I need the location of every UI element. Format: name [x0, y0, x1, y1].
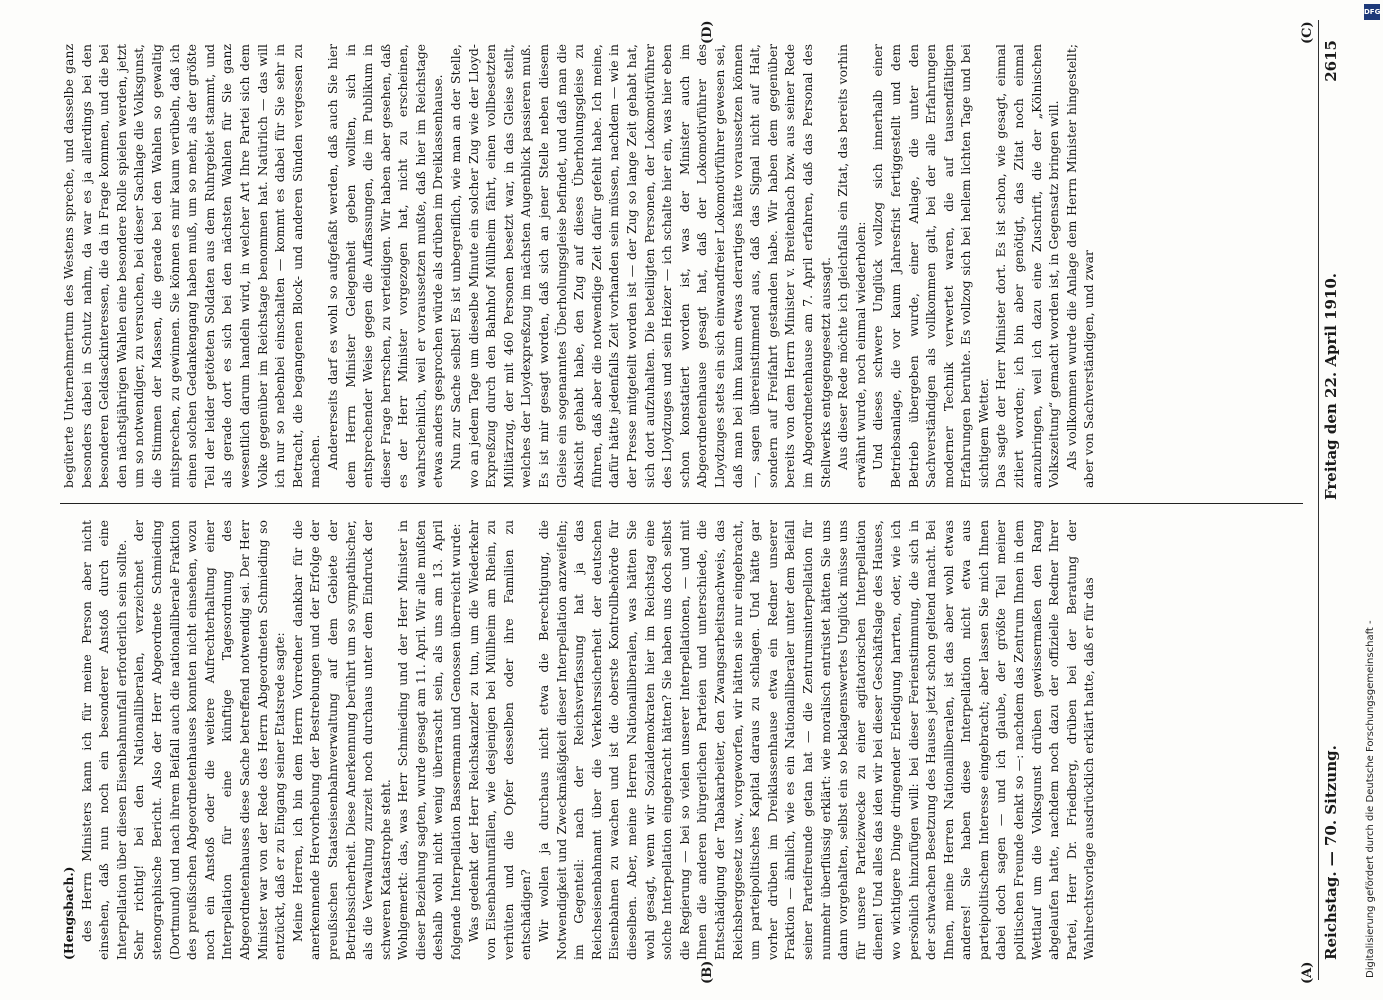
column-divider — [60, 503, 1303, 504]
paragraph: Als vollkommen wurde die Anlage dem Herrn Minister hingestellt; aber von Sachverständigen, und zwar — [1063, 44, 1097, 488]
left-column — [60, 520, 1300, 960]
paragraph: Nun zur Sache selbst! Es ist unbegreiflich, wie man an der Stelle, wo an jedem Tage um dieselbe Minute ein solcher Zug wie der Lloyd-Expreßzug durch den Bahnhof Müllheim fährt, einen vollbesetzten Militärzug, der mit 460 Personen besetzt war, in das Gleise stellt, welches der Lloydexpreßzug im nächsten Augenblick passieren muß. Es ist mir gesagt worden, daß sich an jener Stelle neben diesem Gleise ein sogenanntes Überholungsgleise befindet, und daß man die Absicht gehabt habe, den Zug auf dieses Überholungsgleise zu führen, daß aber die notwendige Zeit dafür gefehlt habe. Ich meine, dafür hätte jedenfalls Zeit vorhanden sein müssen, nachdem — wie in der Presse mitgeteilt worden ist — der Zug so lange Zeit gehabt hat, sich dort aufzuhalten. Die beteiligten Personen, der Lokomotivführer des Lloydzuges und sein Heizer — ich schalte hier ein, was hier eben schon konstatiert worden ist, was der Minister auch im Abgeordnetenhause gesagt hat, daß der Lokomotivführer des Lloydzuges stets ein sich einwandfreier Lokomotivführer gewesen sei, daß man bei ihm kaum etwas derartiges hätte voraussetzen können —, sagen übereinstimmend aus, daß das Signal nicht auf Halt, sondern auf Freifahrt gestanden habe. Wir haben dem gegenüber bereits von dem Herrn Minister v. Breitenbach bzw. aus seiner Rede im Abgeordnetenhause am 7. April erfahren, daß das Personal des Stellwerks entgegengesetzt aussagt. — [448, 44, 833, 488]
header-rule — [1318, 20, 1319, 980]
paragraph: Wohlgemerkt: das, was Herr Schmieding und der Herr Minister in dieser Beziehung sagten, wurde gesagt am 11. April. Wir alle mußten deshalb wohl nicht wenig überrascht sein, als uns am 13. April folgende Interpellation Bassermann und Genossen überreicht wurde: — [395, 520, 464, 960]
margin-letter-b: (B) — [700, 960, 715, 984]
speaker-tag: (Hengsbach.) — [61, 866, 76, 960]
margin-letter-c: (C) — [1300, 21, 1315, 44]
paragraph: begüterte Unternehmertum des Westens spreche, und dasselbe ganz besonders dabei in Schutz nahm, da war es ja allerdings bei den besonderen Geldsackinteressen, die da in Frage kommen, und die bei den nächstjährigen Wahlen eine besondere Rolle spielen werden, jetzt um so notwendiger, zu versuchen, bei dieser Sachlage die Volksgunst, die Stimmen der Massen, die gerade bei den Wahlen so gewaltig mitsprechen, zu gewinnen. Sie können es mir kaum verübeln, daß ich einen solchen Gedankengang haben muß, um so mehr, als der größte Teil der leider getöteten Soldaten aus dem Ruhrgebiet stammt, und als gerade dort es sich bei den nächsten Wahlen für Sie ganz wesentlich darum handeln wird, in welcher Art Ihre Partei sich dem Volke gegenüber im Reichstage benommen hat. Natürlich — das will ich nur so nebenbei einschalten — kommt es dabei für Sie sehr in Betracht, die begangenen Block- und anderen Sünden vergessen zu machen. — [61, 44, 323, 488]
page-header — [1322, 20, 1362, 980]
quote-paragraph: Was gedenkt der Herr Reichskanzler zu tun, um die Wiederkehr von Eisenbahnunfällen, wie desjenigen bei Müllheim am Rhein, zu verhüten und die Opfer desselben oder ihre Familien zu entschädigen? — [465, 520, 534, 960]
paragraph: Aus dieser Rede möchte ich gleichfalls ein Zitat, das bereits vorhin erwähnt wurde, noch einmal wiederholen: — [835, 44, 868, 488]
paragraph: des Herrn Ministers kann ich für meine Person aber nicht einsehen, daß nun noch ein besonderer Anstoß durch eine Interpellation über diesen Eisenbahnunfall erforderlich sein sollte. — [78, 520, 129, 960]
paragraph: Andererseits darf es wohl so aufgefaßt werden, daß auch Sie hier dem Herrn Minister Gelegenheit geben wollten, sich in entsprechender Weise gegen die Auffassungen, die im Publikum in dieser Frage herrschen, zu verteidigen. Wir haben aber gesehen, daß es der Herr Minister vorgezogen hat, nicht zu erscheinen, wahrscheinlich, weil er voraussetzen mußte, daß hier im Reichstage etwas anders gesprochen würde als drüben im Dreiklassenhause. — [324, 44, 446, 488]
margin-letter-d: (D) — [700, 20, 715, 44]
quote-paragraph: Und dieses schwere Unglück vollzog sich innerhalb einer Betriebsanlage, die vor kaum Jahresfrist fertiggestellt und dem Betrieb übergeben wurde, einer Anlage, die unter den Sachverständigen als vollkommen galt, bei der alle Erfahrungen moderner Technik verwertet waren, die auf tausendfältigen Erfahrungen beruhte. Es vollzog sich bei hellem lichten Tage und bei sichtigem Wetter. — [870, 44, 991, 488]
right-column — [60, 44, 1300, 488]
margin-letter-a: (A) — [1300, 961, 1315, 984]
quote-paragraph: Meine Herren, ich bin dem Herrn Vorredner dankbar für die anerkennende Hervorhebung der Bestrebungen und der Erfolge der preußischen Staatseisenbahnverwaltung auf dem Gebiete der Betriebssicherheit. Diese Anerkennung berührt um so sympathischer, als die Verwaltung zurzeit noch durchaus unter dem Eindruck der schweren Katastrophe steht. — [289, 520, 393, 960]
header-date: Freitag den 22. April 1910. — [1322, 273, 1340, 500]
page-number: 2615 — [1322, 40, 1340, 82]
paragraph: Sehr richtig! bei den Nationalliberalen, verzeichnet der stenographische Bericht. Also der Herr Abgeordnete Schmieding (Dortmund) und nach ihrem Beifall auch die nationalliberale Fraktion des preußischen Abgeordnetenhauses konnten nicht einsehen, wozu noch ein Anstoß oder die weitere Aufrechterhaltung einer Interpellation für eine künftige Tagesordnung des Abgeordnetenhauses diese Sache betreffend notwendig sei. Der Herr Minister war von der Rede des Herrn Abgeordneten Schmieding so entzückt, daß er zu Eingang seiner Etatsrede sagte: — [131, 520, 288, 960]
dfg-logo: DFG — [1364, 4, 1380, 20]
paragraph: Wir wollen ja durchaus nicht etwa die Berechtigung, die Notwendigkeit und Zweckmäßigkeit dieser Interpellation anzweifeln; im Gegenteil: nach der Reichsverfassung hat ja das Reichseisenbahnamt über die Verkehrssicherheit der deutschen Eisenbahnen zu wachen und ist die oberste Kontrollbehörde für dieselben. Aber, meine Herren Nationalliberalen, was hätten Sie wohl gesagt, wenn wir Sozialdemokraten hier im Reichstag eine solche Interpellation eingebracht hätten? Sie haben uns doch selbst die Regierung — bei so vielen unserer Interpellationen, — und mit Ihnen die anderen bürgerlichen Parteien und unterschiede, die Entschädigung der Tabakarbeiter, den Zwangsarbeitsnachweis, das Reichsberggesetz usw., vorgeworfen, wir hätten sie nur eingebracht, um parteipolitisches Kapital daraus zu schlagen. Und hätte gar vorher drüben im Dreiklassenhause etwa ein Redner unserer Fraktion — ähnlich, wie es ein Nationalliberaler unter dem Beifall seiner Parteifreunde getan hat — die Zentrumsinterpellation für nunmehr überflüssig erklärt: wie moralisch entrüstet hätten Sie uns dann vorgehalten, selbst ein so beklagenswertes Unglück müsse uns für unsere Parteizwecke zu einer agitatorischen Interpellation dienen! Und alles das iden wir bei dieser Geschäftslage des Hauses, wo wichtigere Dinge dringender Erledigung harrten, oder, wie ich persönlich hinzufügen will: bei dieser Ferienstimmung, die sich in der schwachen Besetzung des Hauses jetzt schon geltend macht. Bei Ihnen, meine Herren Nationalliberalen, ist das aber wohl etwas anderes! Sie haben diese Interpellation nicht etwa aus parteipolitischem Interesse eingebracht; aber lassen Sie mich Ihnen dabei doch sagen — und ich glaube, der größte Teil meiner politischen Freunde denkt so —: nachdem das Zentrum Ihnen in dem Wettlauf um die Volksgunst drüben gewissermaßen den Rang abgelaufen hatte, nachdem noch dazu der offizielle Redner Ihrer Partei, Herr Dr. Friedberg, drüben bei der Beratung der Wahlrechtsvorlage ausdrücklich erklärt hatte, daß er für das — [536, 520, 1097, 960]
digitization-note: Digitalisierung gefördert durch die Deutsche Forschungsgemeinschaft - — [1365, 620, 1376, 978]
header-session: Reichstag. — 70. Sitzung. — [1322, 745, 1340, 960]
paragraph: Das sagte der Herr Minister dort. Es ist schon, wie gesagt, einmal zitiert worden; ich bin aber genötigt, das Zitat noch einmal anzubringen, weil ich dazu eine Zuschrift, die der „Kölnischen Volkszeitung“ gemacht worden ist, in Gegensatz bringen will. — [993, 44, 1062, 488]
